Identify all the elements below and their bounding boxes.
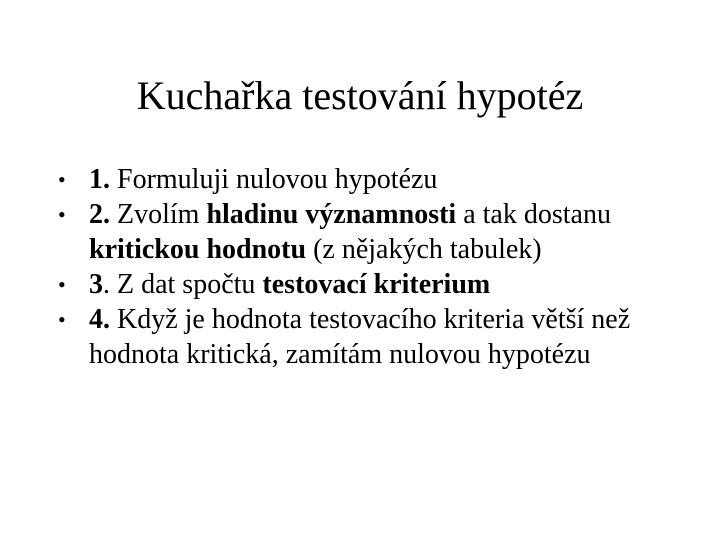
bullet-2-segment-3: hladinu významnosti <box>206 199 457 230</box>
slide-title: Kuchařka testování hypotéz <box>136 73 584 118</box>
bullet-1-segment-1: 1. <box>89 164 110 195</box>
bullet-3-segment-3: testovací kriterium <box>262 269 491 300</box>
bullet-2-segment-2: Zvolím <box>110 199 207 230</box>
bullet-2-segment-6: (z nějakých tabulek) <box>306 234 542 265</box>
bullet-4-segment-1: 4. <box>89 304 110 335</box>
bullet-1-segment-2: Formuluji nulovou hypotézu <box>110 164 438 195</box>
bullet-3-segment-2: . Z dat spočtu <box>103 269 263 300</box>
bullet-item-1 <box>50 162 690 197</box>
bullet-4-segment-2: Když je hodnota testovacího kriteria větší než hodnota kritická, zamítám nulovou hypotézu <box>89 304 631 370</box>
bullet-2-segment-4: a tak dostanu <box>456 199 611 230</box>
bullet-dot-icon: • <box>58 272 66 297</box>
bullet-item-3 <box>50 267 690 302</box>
bullet-3-segment-1: 3 <box>89 269 103 300</box>
bullet-2-segment-5: kritickou hodnotu <box>89 234 307 265</box>
bullet-item-4 <box>50 302 690 372</box>
bullet-item-2 <box>50 197 690 267</box>
bullet-list <box>50 162 690 372</box>
bullet-dot-icon: • <box>58 167 66 192</box>
bullet-dot-icon: • <box>58 307 66 332</box>
bullet-dot-icon: • <box>58 202 66 227</box>
bullet-2-segment-1: 2. <box>89 199 110 230</box>
